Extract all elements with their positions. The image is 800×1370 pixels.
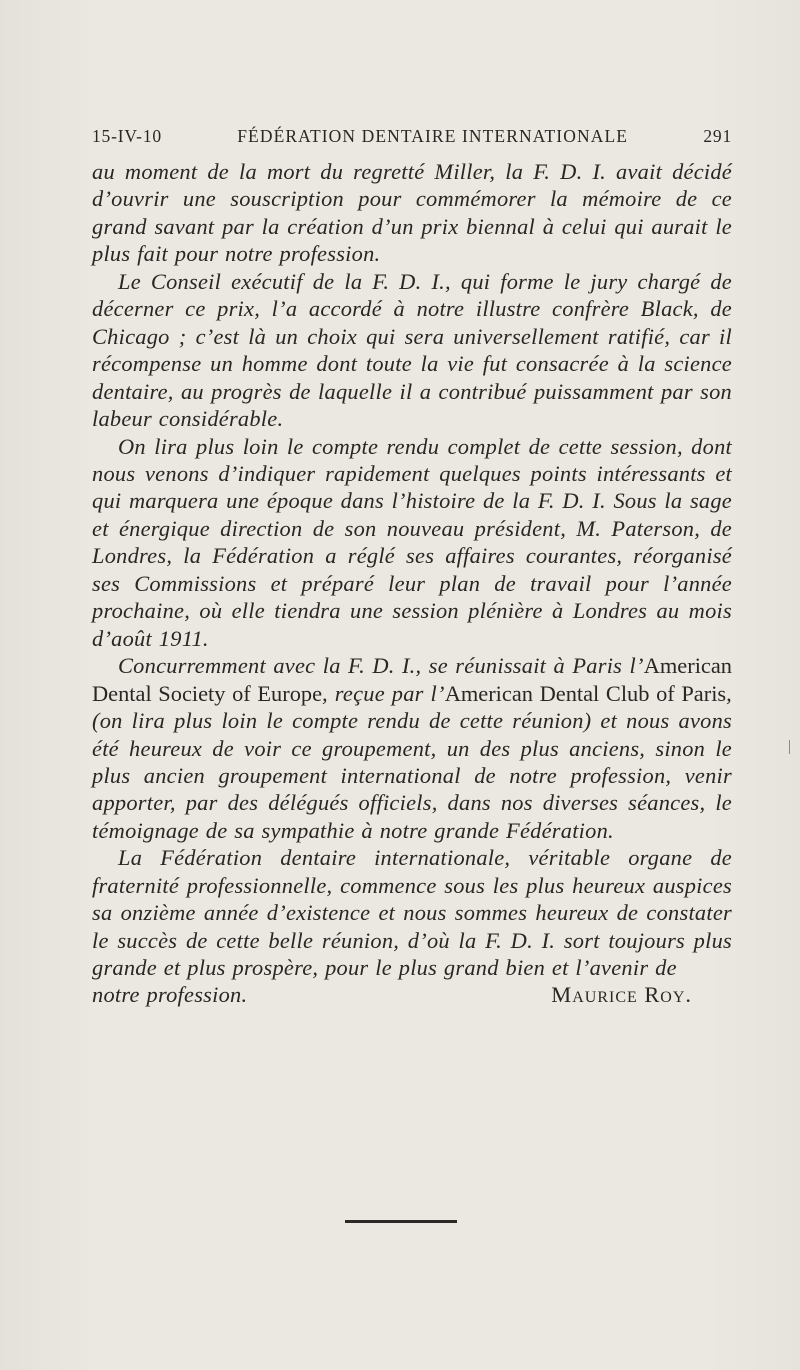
paragraph-1: au moment de la mort du regretté Miller, la F. D. I. avait décidé d’ouvrir une souscription pour commémorer la mémoire de ce grand savant par la création d’un prix biennal à celui qui aurait le plus fait pour notre profession.: [92, 159, 732, 267]
paragraph-4-text-b: , reçue par l’: [322, 680, 445, 706]
article-body: [92, 158, 732, 982]
closing-line: [92, 982, 732, 1010]
paragraph-4-text-c: , (on lira plus loin le compte rendu de cette réunion) et nous avons été heureux de voir ce groupement, un des plus anciens, sinon le plus ancien groupement international de notre profession, venir apporter, par des délégués officiels, dans nos diverses séances, le témoignage de sa sympathie à notre grande Fédération.: [92, 680, 732, 843]
paragraph-4: [92, 652, 732, 844]
paragraph-2: Le Conseil exécutif de la F. D. I., qui forme le jury chargé de décerner ce prix, l’a accordé à notre illustre confrère Black, de Chicago ; c’est là un choix qui sera universellement ratifié, car il récompense un homme dont toute la vie fut consacrée à la science dentaire, au progrès de laquelle il a contribué puissamment par son labeur considérable.: [92, 268, 732, 432]
paragraph-3: On lira plus loin le compte rendu complet de cette session, dont nous venons d’indiquer rapidement quelques points intéressants et qui marquera une époque dans l’histoire de la F. D. I. Sous la sage et énergique direction de son nouveau président, M. Paterson, de Londres, la Fédération a réglé ses affaires courantes, réorganisé ses Commissions et préparé leur plan de travail pour l’année prochaine, où elle tiendra une session plénière à Londres au mois d’août 1911.: [92, 433, 732, 651]
society-name: American Dental Society of Europe: [92, 653, 732, 706]
paragraph-5: La Fédération dentaire internationale, véritable organe de fraternité professionnelle, commence sous les plus heureux auspices sa onzième année d’existence et nous sommes heureux de constater le succès de cette belle réunion, d’où la F. D. I. sort toujours plus grande et plus prospère, pour le plus grand bien et l’avenir de: [92, 845, 732, 981]
header-title: FÉDÉRATION DENTAIRE INTERNATIONALE: [237, 126, 629, 146]
running-head: [92, 126, 732, 147]
author-signature: Maurice Roy.: [551, 982, 692, 1007]
paragraph-4-text-a: Concurremment avec la F. D. I., se réunissait à Paris l’: [118, 653, 644, 679]
club-name: American Dental Club of Paris: [444, 680, 727, 706]
header-date: 15-IV-10: [92, 126, 162, 146]
end-rule-divider: [345, 1220, 457, 1223]
paper-speck: [789, 740, 790, 754]
page-number: 291: [703, 126, 732, 146]
paragraph-5-last-line: notre profession.: [92, 982, 248, 1007]
